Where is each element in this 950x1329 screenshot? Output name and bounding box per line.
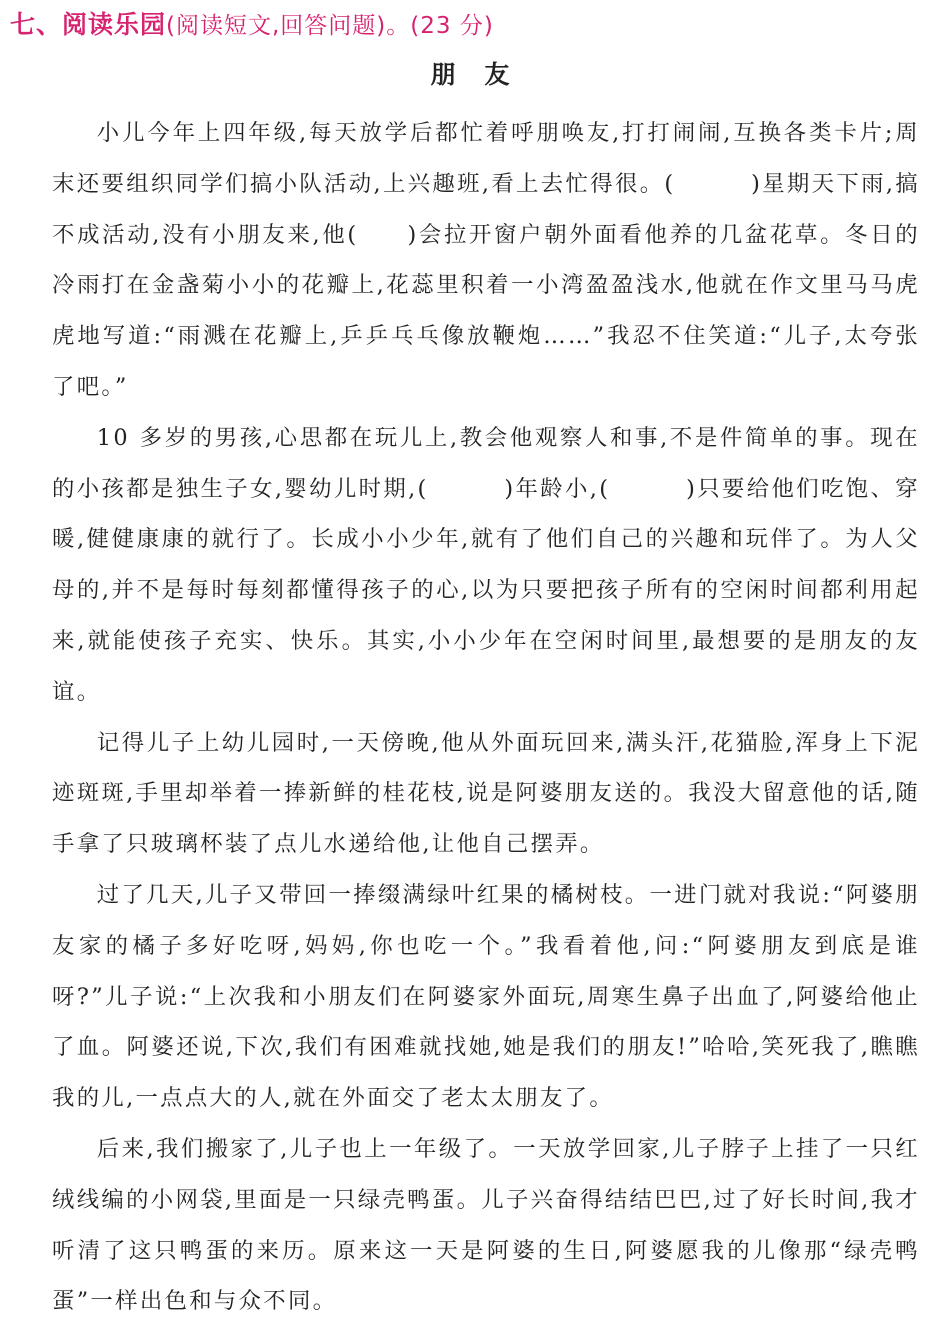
paragraph-3: 记得儿子上幼儿园时,一天傍晚,他从外面玩回来,满头汗,花猫脸,浑身上下泥迹斑斑,手里却举着一捧新鲜的桂花枝,说是阿婆朋友送的。我没大留意他的话,随手拿了只玻璃杯装了点儿水递给他,让他自己摆弄。: [52, 729, 920, 858]
section-heading-score: 。(23 分): [386, 13, 494, 39]
section-heading: [10, 8, 494, 43]
paragraph-4: 过了几天,儿子又带回一捧缀满绿叶红果的橘树枝。一进门就对我说:“阿婆朋友家的橘子多好吃呀,妈妈,你也吃一个。”我看着他,问:“阿婆朋友到底是谁呀?”儿子说:“上次我和小朋友们在阿婆家外面玩,周寒生鼻子出血了,阿婆给他止了血。阿婆还说,下次,我们有困难就找她,她是我们的朋友!”哈哈,笑死我了,瞧瞧我的儿,一点点大的人,就在外面交了老太太朋友了。: [52, 881, 920, 1112]
section-heading-main: 七、阅读乐园: [10, 10, 167, 39]
section-heading-instruction: (阅读短文,回答问题): [166, 13, 387, 39]
article-title: 朋 友: [430, 60, 520, 89]
paragraph-2: 10 多岁的男孩,心思都在玩儿上,教会他观察人和事,不是件简单的事。现在的小孩都是独生子女,婴幼儿时期,( )年龄小,( )只要给他们吃饱、穿暖,健健康康的就行了。长成小小少年,就有了他们自己的兴趣和玩伴了。为人父母的,并不是每时每刻都懂得孩子的心,以为只要把孩子所有的空闲时间都利用起来,就能使孩子充实、快乐。其实,小小少年在空闲时间里,最想要的是朋友的友谊。: [52, 424, 920, 705]
paragraph-1: 小儿今年上四年级,每天放学后都忙着呼朋唤友,打打闹闹,互换各类卡片;周末还要组织同学们搞小队活动,上兴趣班,看上去忙得很。( )星期天下雨,搞不成活动,没有小朋友来,他( )会拉开窗户朝外面看他养的几盆花草。冬日的冷雨打在金盏菊小小的花瓣上,花蕊里积着一小湾盈盈浅水,他就在作文里马马虎虎地写道:“雨溅在花瓣上,乒乒乓乓像放鞭炮……”我忍不住笑道:“儿子,太夸张了吧。”: [52, 120, 920, 400]
article-body: [52, 108, 920, 1327]
paragraph-5: 后来,我们搬家了,儿子也上一年级了。一天放学回家,儿子脖子上挂了一只红绒线编的小网袋,里面是一只绿壳鸭蛋。儿子兴奋得结结巴巴,过了好长时间,我才听清了这只鸭蛋的来历。原来这一天是阿婆的生日,阿婆愿我的儿像那“绿壳鸭蛋”一样出色和与众不同。: [52, 1135, 920, 1315]
